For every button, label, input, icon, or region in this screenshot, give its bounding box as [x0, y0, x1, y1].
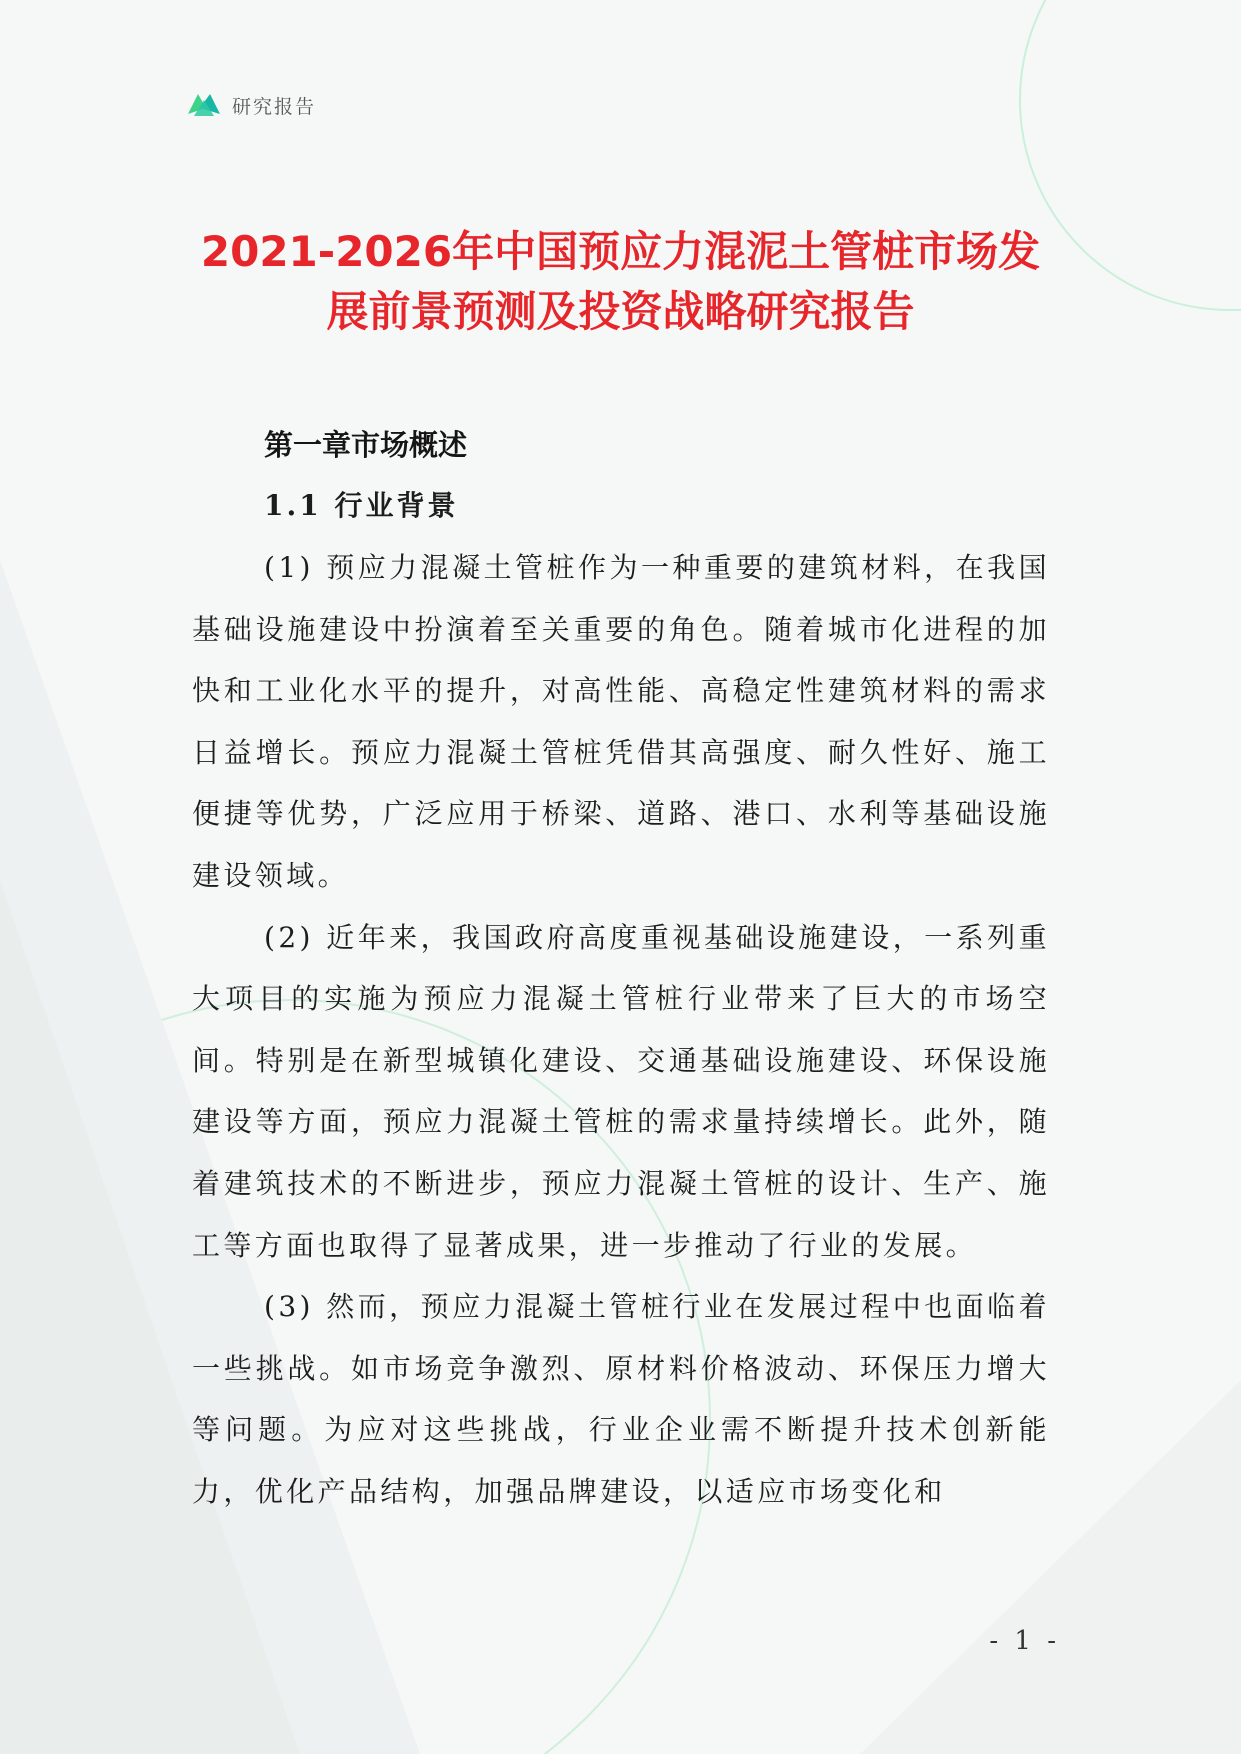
paragraph-1: (1) 预应力混凝土管桩作为一种重要的建筑材料，在我国基础设施建设中扮演着至关重要的角色。随着城市化进程的加快和工业化水平的提升，对高性能、高稳定性建筑材料的需求日益增长。预应力混凝土管桩凭借其高强度、耐久性好、施工便捷等优势，广泛应用于桥梁、道路、港口、水利等基础设施建设领域。	[192, 551, 1050, 892]
brand-logo-icon	[186, 90, 222, 120]
paragraph-2: (2) 近年来，我国政府高度重视基础设施建设，一系列重大项目的实施为预应力混凝土管桩行业带来了巨大的市场空间。特别是在新型城镇化建设、交通基础设施建设、环保设施建设等方面，预应力混凝土管桩的需求量持续增长。此外，随着建筑技术的不断进步，预应力混凝土管桩的设计、生产、施工等方面也取得了显著成果，进一步推动了行业的发展。	[192, 920, 1050, 1262]
report-header	[186, 90, 316, 120]
title-line-2: 展前景预测及投资战略研究报告	[326, 287, 915, 336]
report-title	[150, 222, 1091, 342]
chapter-heading: 第一章市场概述	[264, 428, 468, 462]
header-label: 研究报告	[232, 95, 317, 118]
body-content	[192, 415, 1050, 1523]
title-line-1: 2021-2026年中国预应力混泥土管桩市场发	[200, 227, 1041, 276]
page-number: - 1 -	[989, 1626, 1060, 1656]
section-heading: 1.1 行业背景	[264, 489, 459, 522]
paragraph-3: (3) 然而，预应力混凝土管桩行业在发展过程中也面临着一些挑战。如市场竞争激烈、原材料价格波动、环保压力增大等问题。为应对这些挑战，行业企业需不断提升技术创新能力，优化产品结构，加强品牌建设，以适应市场变化和	[192, 1290, 1050, 1508]
